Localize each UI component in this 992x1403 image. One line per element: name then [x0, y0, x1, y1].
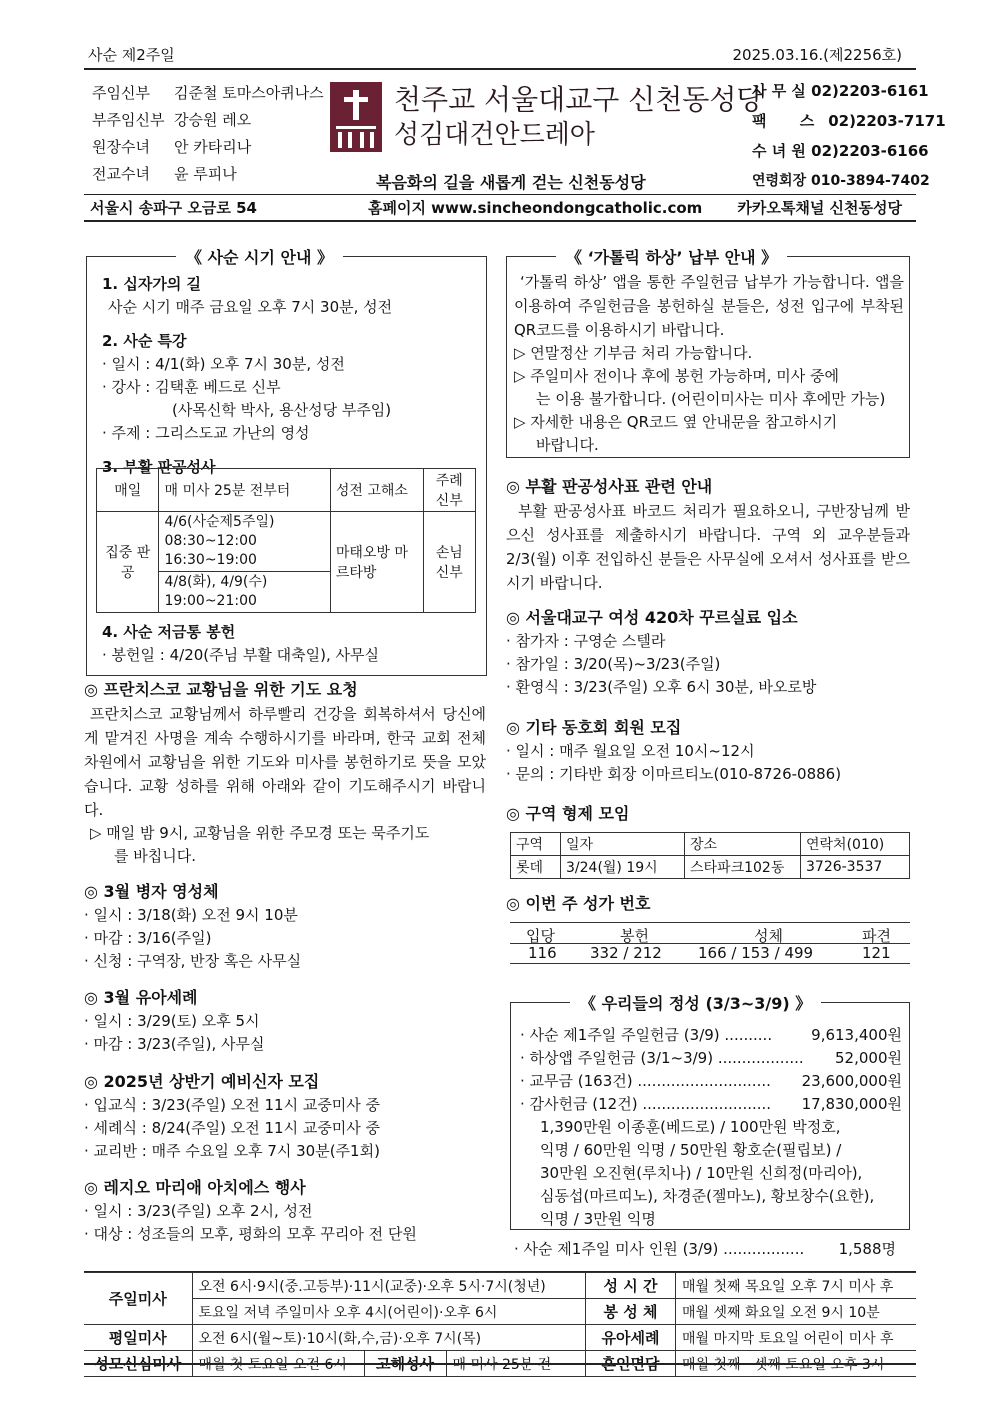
- lent-s2-line: · 강사 : 김택훈 베드로 신부: [102, 378, 281, 396]
- district-title: ◎ 구역 형제 모임: [506, 804, 630, 823]
- app-bullet: 는 이용 불가합니다. (어린이미사는 미사 후에만 가능): [536, 390, 886, 408]
- attendance: · 사순 제1주일 미사 인원 (3/9) ................. 1,588명: [514, 1240, 896, 1258]
- lent-title: 《 사순 시기 안내 》: [176, 245, 343, 268]
- donor-line: 익명 / 3만원 익명: [540, 1210, 656, 1228]
- staff-list: 주임신부 김준철 토마스아퀴나스 부주임신부 강승원 레오 원장수녀 안 카타리나 전교수녀 윤 루피나: [92, 84, 324, 183]
- infant-line: · 일시 : 3/29(토) 오후 5시: [84, 1012, 260, 1030]
- guitar-line: · 문의 : 기타반 회장 이마르티노(010-8726-0886): [506, 765, 842, 783]
- catechumen-title: ◎ 2025년 상반기 예비신자 모집: [84, 1072, 320, 1091]
- lent-s4-text: · 봉헌일 : 4/20(주님 부활 대축일), 사무실: [102, 646, 379, 664]
- guitar-line: · 일시 : 매주 월요일 오전 10시~12시: [506, 742, 755, 760]
- sick-line: · 마감 : 3/16(주일): [84, 929, 212, 947]
- app-body: ‘가톨릭 하상’ 앱을 통한 주일헌금 납부가 가능합니다. 앱을 이용하여 주일헌금을 봉헌하실 분들은, 성전 입구에 부착된 QR코드를 이용하시기 바랍니다.: [514, 273, 904, 339]
- offering-line: · 사순 제1주일 주일헌금 (3/9) .......... 9,613,400원: [520, 1026, 902, 1044]
- offering-line: · 감사헌금 (12건) ........................... 17,830,000원: [520, 1095, 902, 1113]
- app-bullet: ▷ 연말정산 기부금 처리 가능합니다.: [514, 344, 753, 362]
- homepage-link[interactable]: 홈페이지 www.sincheondongcatholic.com: [368, 199, 703, 217]
- catechumen-line: · 세례식 : 8/24(주일) 오전 11시 교중미사 중: [84, 1119, 381, 1137]
- hymns-table: 입당 봉헌 성체 파견 116 332 / 212 166 / 153 / 499 121: [510, 922, 910, 964]
- cursillo-line: · 참가일 : 3/20(목)~3/23(주일): [506, 655, 721, 673]
- cursillo-line: · 환영식 : 3/23(주일) 오후 6시 30분, 바오로방: [506, 678, 817, 696]
- donor-line: 익명 / 60만원 익명 / 50만원 황호순(필립보) /: [540, 1141, 842, 1159]
- cursillo-title: ◎ 서울대교구 여성 420차 꾸르실료 입소: [506, 608, 798, 627]
- pope-note: 를 바칩니다.: [114, 847, 196, 865]
- app-bullet: ▷ 자세한 내용은 QR코드 옆 안내문을 참고하시기: [514, 413, 838, 431]
- lent-s2-line: (사목신학 박사, 용산성당 부주임): [172, 401, 392, 419]
- address: 서울시 송파구 오금로 54: [90, 199, 257, 217]
- kakao-channel: 카카오톡채널 신천동성당: [737, 199, 902, 217]
- legio-title: ◎ 레지오 마리애 아치에스 행사: [84, 1178, 306, 1197]
- catechumen-line: · 교리반 : 매주 수요일 오후 7시 30분(주1회): [84, 1142, 380, 1160]
- offering-title: 《 우리들의 정성 (3/3~3/9) 》: [570, 991, 821, 1014]
- infant-line: · 마감 : 3/23(주일), 사무실: [84, 1035, 265, 1053]
- slogan: 복음화의 길을 새롭게 걷는 신천동성당: [376, 173, 646, 192]
- contacts: 사 무 실 02)2203-6161 팩 스02)2203-7171 수 녀 원 02)2203-6166 연령회장 010-3894-7402: [752, 82, 946, 189]
- lent-s4-title: 4. 사순 저금통 봉헌: [102, 623, 236, 641]
- legio-line: · 대상 : 성조들의 모후, 평화의 모후 꾸리아 전 단원: [84, 1225, 417, 1243]
- app-title: 《 ‘가톨릭 하상’ 납부 안내 》: [556, 245, 787, 268]
- lent-s1-title: 1. 십자가의 길: [102, 275, 202, 293]
- church-logo: [330, 82, 382, 152]
- infant-title: ◎ 3월 유아세례: [84, 988, 198, 1007]
- ticket-title: ◎ 부활 판공성사표 관련 안내: [506, 477, 713, 496]
- district-table: 구역 일자 장소 연락처(010) 롯데 3/24(월) 19시 스타파크102동 3726-3537: [510, 832, 910, 879]
- ticket-body: 부활 판공성사표 바코드 처리가 필요하오니, 구반장님께 받으신 성사표를 제출하시기 바랍니다. 구역 외 교우분들과 2/3(월) 이후 전입하신 분들은 사무실에 오셔서 성사표를 받으시기 바랍니다.: [506, 502, 910, 592]
- pope-title: ◎ 프란치스코 교황님을 위한 기도 요청: [84, 680, 358, 699]
- donor-line: 30만원 오진현(루치나) / 10만원 신희정(마리아),: [540, 1164, 863, 1182]
- sick-title: ◎ 3월 병자 영성체: [84, 882, 219, 901]
- offering-line: · 하상앱 주일헌금 (3/1~3/9) .................. 52,000원: [520, 1049, 902, 1067]
- church-patron: 성김대건안드레아: [394, 120, 595, 150]
- donor-line: 심동섭(마르띠노), 차경준(젤마노), 황보창수(요한),: [540, 1187, 875, 1205]
- church-name: 천주교 서울대교구 신천동성당: [394, 83, 764, 116]
- offering-line: · 교무금 (163건) ............................ 23,600,000원: [520, 1072, 902, 1090]
- confession-table: 매일 매 미사 25분 전부터 성전 고해소 주례 신부 집중 판공 4/6(사순제5주일) 08:30~12:00 16:30~19:00 마태오방 마르타방 손님 신부 4/8(화), 4/9(수) 19:00~21:00: [96, 468, 476, 613]
- sick-line: · 신청 : 구역장, 반장 혹은 사무실: [84, 952, 302, 970]
- catechumen-line: · 입교식 : 3/23(주일) 오전 11시 교중미사 중: [84, 1096, 381, 1114]
- app-bullet: 바랍니다.: [536, 436, 599, 454]
- mass-schedule: 주일미사 오전 6시·9시(중.고등부)·11시(교중)·오후 5시·7시(청년) 성 시 간 매월 첫째 목요일 오후 7시 미사 후 토요일 저녁 주일미사 오후 4시(어린이)·오후 6시 봉 성 체 매월 셋째 화요일 오전 9시 10분 평일미사 오전 6시(월~토)·10시(화,수,금)·오후 7시(목) 유아세례 매월 마지막 토요일 어린이 미사 후 성모신심미사 매월 첫 토요일 오전 6시 고해성사 매 미사 25분 전 혼인면담 매월 첫째 · 셋째 토요일 오후 3시: [84, 1272, 916, 1377]
- lent-s2-line: · 주제 : 그리스도교 가난의 영성: [102, 424, 310, 442]
- issue-date: 2025.03.16.(제2256호): [732, 46, 902, 64]
- hymns-title: ◎ 이번 주 성가 번호: [506, 894, 651, 913]
- week-title: 사순 제2주일: [88, 46, 175, 64]
- sick-line: · 일시 : 3/18(화) 오전 9시 10분: [84, 906, 298, 924]
- donor-line: 1,390만원 이종훈(베드로) / 100만원 박정호,: [540, 1118, 841, 1136]
- lent-s2-line: · 일시 : 4/1(화) 오후 7시 30분, 성전: [102, 355, 345, 373]
- lent-s1-text: 사순 시기 매주 금요일 오후 7시 30분, 성전: [108, 298, 393, 316]
- pope-body: 프란치스코 교황님께서 하루빨리 건강을 회복하셔서 당신에게 맡겨진 사명을 계속 수행하시기를 바라며, 한국 교회 전체 차원에서 교황님을 위한 기도와 미사를 봉헌하기로 뜻을 모았습니다. 교황 성하를 위해 아래와 같이 기도해주시기 바랍니다.: [84, 705, 486, 819]
- guitar-title: ◎ 기타 동호회 회원 모집: [506, 718, 682, 737]
- lent-s3-title: 3. 부활 판공성사: [102, 458, 216, 476]
- app-bullet: ▷ 주일미사 전이나 후에 봉헌 가능하며, 미사 중에: [514, 367, 839, 385]
- pope-note: ▷ 매일 밤 9시, 교황님을 위한 주모경 또는 묵주기도: [90, 824, 430, 842]
- cursillo-line: · 참가자 : 구영순 스텔라: [506, 632, 666, 650]
- legio-line: · 일시 : 3/23(주일) 오후 2시, 성전: [84, 1202, 313, 1220]
- lent-s2-title: 2. 사순 특강: [102, 332, 187, 350]
